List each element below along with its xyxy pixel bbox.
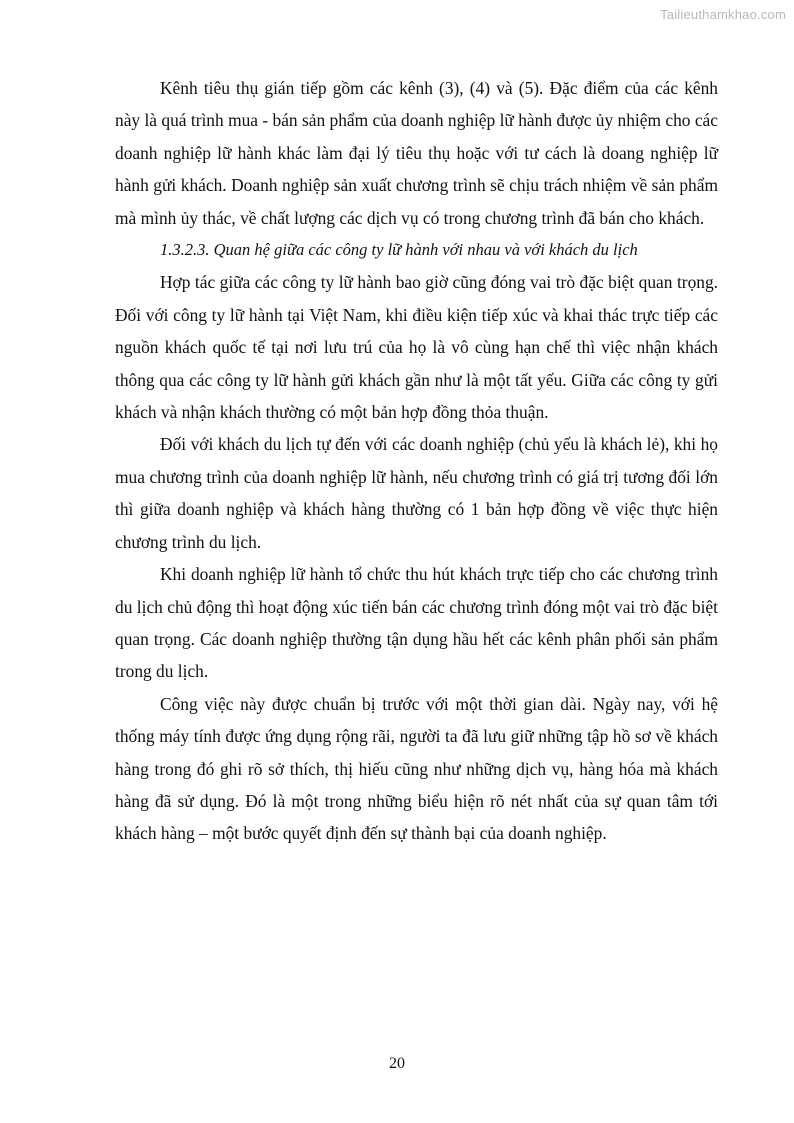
paragraph-indirect-channels: Kênh tiêu thụ gián tiếp gồm các kênh (3), (4) và (5). Đặc điểm của các kênh này là quá trình mua - bán sản phẩm của doanh nghiệp lữ hành được ủy nhiệm cho các doanh nghiệp lữ hành khác làm đại lý tiêu thụ hoặc với tư cách là doang nghiệp lữ hành gửi khách. Doanh nghiệp sản xuất chương trình sẽ chịu trách nhiệm về sản phẩm mà mình ủy thác, về chất lượng các dịch vụ có trong chương trình đã bán cho khách. xyxy=(115,78,718,228)
watermark-text: Tailieuthamkhao.com xyxy=(660,7,786,22)
document-body xyxy=(115,72,718,850)
paragraph-promotion: Khi doanh nghiệp lữ hành tổ chức thu hút khách trực tiếp cho các chương trình du lịch chủ động thì hoạt động xúc tiến bán các chương trình đóng một vai trò đặc biệt quan trọng. Các doanh nghiệp thường tận dụng hầu hết các kênh phân phối sản phẩm trong du lịch. xyxy=(115,564,718,682)
section-heading: 1.3.2.3. Quan hệ giữa các công ty lữ hành với nhau và với khách du lịch xyxy=(160,240,638,260)
paragraph-cooperation: Hợp tác giữa các công ty lữ hành bao giờ cũng đóng vai trò đặc biệt quan trọng. Đối với công ty lữ hành tại Việt Nam, khi điều kiện tiếp xúc và khai thác trực tiếp các nguồn khách quốc tế tại nơi lưu trú của họ là vô cùng hạn chế thì việc nhận khách thông qua các công ty lữ hành gửi khách gần như là một tất yếu. Giữa các công ty gửi khách và nhận khách thường có một bản hợp đồng thỏa thuận. xyxy=(115,272,718,423)
paragraph-individual-tourists: Đối với khách du lịch tự đến với các doanh nghiệp (chủ yếu là khách lẻ), khi họ mua chương trình của doanh nghiệp lữ hành, nếu chương trình có giá trị tương đối lớn thì giữa doanh nghiệp và khách hàng thường có 1 bản hợp đồng về việc thực hiện chương trình du lịch. xyxy=(115,434,718,552)
page-number: 20 xyxy=(389,1055,405,1072)
paragraph-customer-records: Công việc này được chuẩn bị trước với một thời gian dài. Ngày nay, với hệ thống máy tính được ứng dụng rộng rãi, người ta đã lưu giữ những tập hồ sơ về khách hàng trong đó ghi rõ sở thích, thị hiếu cũng như những dịch vụ, hàng hóa mà khách hàng đã sử dụng. Đó là một trong những biểu hiện rõ nét nhất của sự quan tâm tới khách hàng – một bước quyết định đến sự thành bại của doanh nghiệp. xyxy=(115,693,718,844)
